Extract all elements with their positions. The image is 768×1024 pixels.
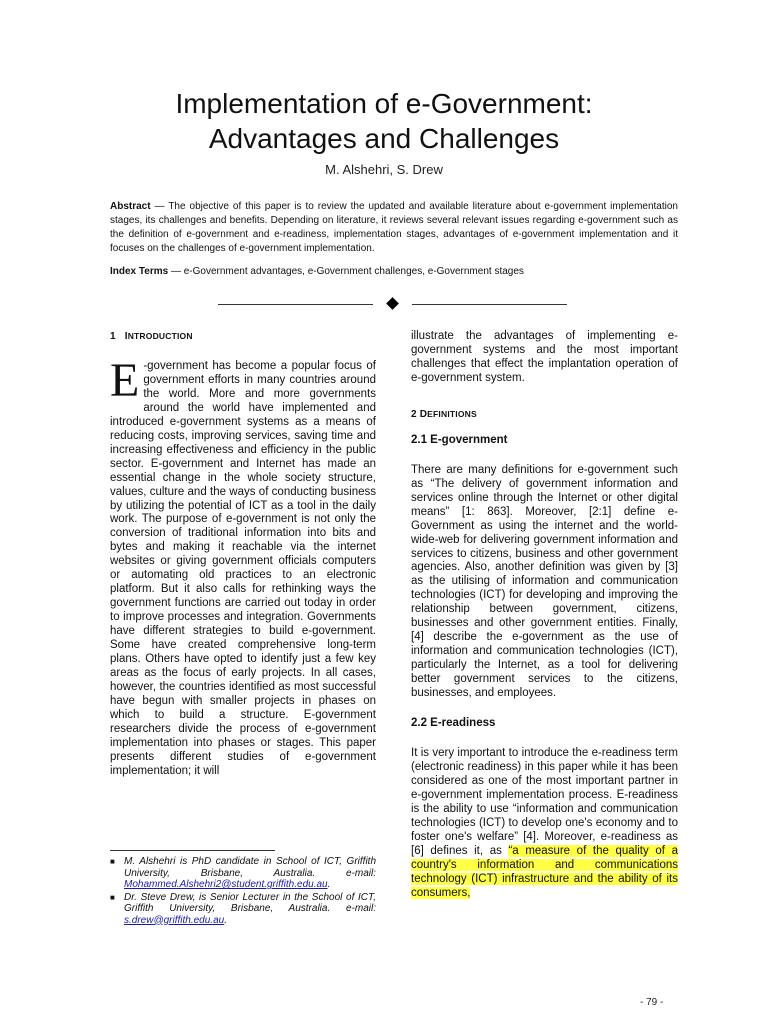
- footnote-item: [110, 892, 376, 927]
- email-link[interactable]: Mohammed.Alshehri2@student.griffith.edu.au: [124, 879, 328, 890]
- footnote-text: Dr. Steve Drew, is Senior Lecturer in the School of ICT, Griffith University, Brisbane, Australia. e-mail:: [124, 891, 376, 914]
- section-rest: EFINITIONS: [427, 408, 477, 419]
- section-heading-definitions: [411, 408, 678, 422]
- section-cap: I: [124, 331, 128, 342]
- section-number: 1: [110, 331, 116, 342]
- section-heading-introduction: [110, 330, 376, 344]
- footnote-end: .: [224, 914, 227, 926]
- title-line-2: Advantages and Challenges: [208, 123, 560, 154]
- abstract-text: — The objective of this paper is to review the updated and available literature about e-government implementation stages, its challenges and benefits. Depending on literature, it reviews several relevant issues regarding e-government such as the definition of e-government and e-readiness, implementation stages, advantages of e-government implementation and it focuses on the challenges of e-government implementation.: [110, 201, 678, 254]
- email-link[interactable]: s.drew@griffith.edu.au: [124, 914, 225, 926]
- footnote-text: M. Alshehri is PhD candidate in School of ICT, Griffith University, Brisbane, Australia. e-mail:: [124, 856, 376, 879]
- divider-line-right: [412, 304, 567, 305]
- diamond-icon: [386, 297, 399, 310]
- footnotes: [110, 856, 376, 927]
- paper-title: [0, 86, 768, 156]
- drop-cap: E: [110, 354, 140, 407]
- section-cap: D: [419, 408, 428, 420]
- index-terms: [110, 265, 678, 279]
- highlighted-quote: “a measure of the quality of a country's information and communications technology (ICT) infrastructure and the ability of its consumers,: [411, 844, 678, 899]
- abstract: [110, 200, 678, 256]
- divider-line-left: [218, 304, 373, 305]
- ereadiness-paragraph: [411, 747, 678, 900]
- index-terms-label: Index Terms: [110, 266, 169, 277]
- bullet-icon: ■: [110, 857, 115, 866]
- right-column: [411, 330, 678, 901]
- footnote-end: .: [327, 879, 331, 890]
- bullet-icon: ■: [110, 892, 115, 902]
- introduction-continued: illustrate the advantages of implementing e-government systems and the most important challenges that effect the implantation operation of e-government system.: [411, 330, 678, 384]
- section-divider: [218, 297, 568, 311]
- egovernment-paragraph: There are many definitions for e-government such as “The delivery of government information and services online through the Internet or other digital means” [1: 863]. Moreover, [2:1] define e-Government as using the internet and the world-wide-web for delivering government information and services to citizens, business and other government agencies. Also, another definition was given by [3] as the utilising of information and communication technologies (ICT) for developing and improving the relationship between government, citizens, businesses and other government entities. Finally, [4] describe the e-government as the use of information and communication technologies (ICT), particularly the Internet, as a tool for delivering better government services to the citizens, businesses, and employees.: [411, 463, 678, 700]
- title-line-1: Implementation of e-Government:: [175, 88, 593, 119]
- abstract-label: Abstract: [110, 201, 151, 212]
- subsection-heading-ereadiness: 2.2 E-readiness: [411, 717, 496, 730]
- introduction-text: -government has become a popular focus of government efforts in many countries around the world. More and more governments around the world have implemented and introduced e-government systems as a means of reducing costs, improving services, saving time and increasing effectiveness and efficiency in the public sector. E-government and Internet has made an essential change in the whole society structure, values, culture and the ways of conducting business by utilizing the potential of ICT as a tool in the daily work. The purpose of e-government is not only the conversion of traditional information into bits and bytes and making it reachable via the internet websites or giving government officials computers or automating old practices to an electronic platform. But it also calls for rethinking ways the government functions are carried out today in order to improve processes and integration. Governments have different strategies to build e-government. Some have created comprehensive long-term plans. Others have opted to identify just a few key areas as the focus of early projects. In all cases, however, the countries identified as most successful have begun with smaller projects in phases on which to build a structure. E-government researchers divide the process of e-government implementation into phases or stages. This paper presents different studies of e-government implementation; it will: [110, 360, 376, 777]
- left-column: [110, 330, 376, 779]
- ereadiness-text: It is very important to introduce the e-readiness term (electronic readiness) in this paper while it has been considered as one of the most important partner in e-government implementation process. E-readiness is the ability to use “information and communication technologies (ICT) to develop one's economy and to foster one's welfare” [4]. Moreover, e-readiness as [6] defines it, as: [411, 747, 678, 857]
- footnote-item: [110, 856, 376, 891]
- index-terms-text: — e-Government advantages, e-Government challenges, e-Government stages: [168, 266, 524, 277]
- introduction-paragraph: [110, 354, 376, 779]
- authors: M. Alshehri, S. Drew: [325, 162, 443, 177]
- section-rest: NTRODUCTION: [127, 331, 193, 341]
- subsection-heading-egovernment: 2.1 E-government: [411, 433, 508, 446]
- section-number: 2: [411, 408, 417, 420]
- page-number: - 79 -: [640, 997, 664, 1008]
- footnote-rule: [110, 850, 275, 851]
